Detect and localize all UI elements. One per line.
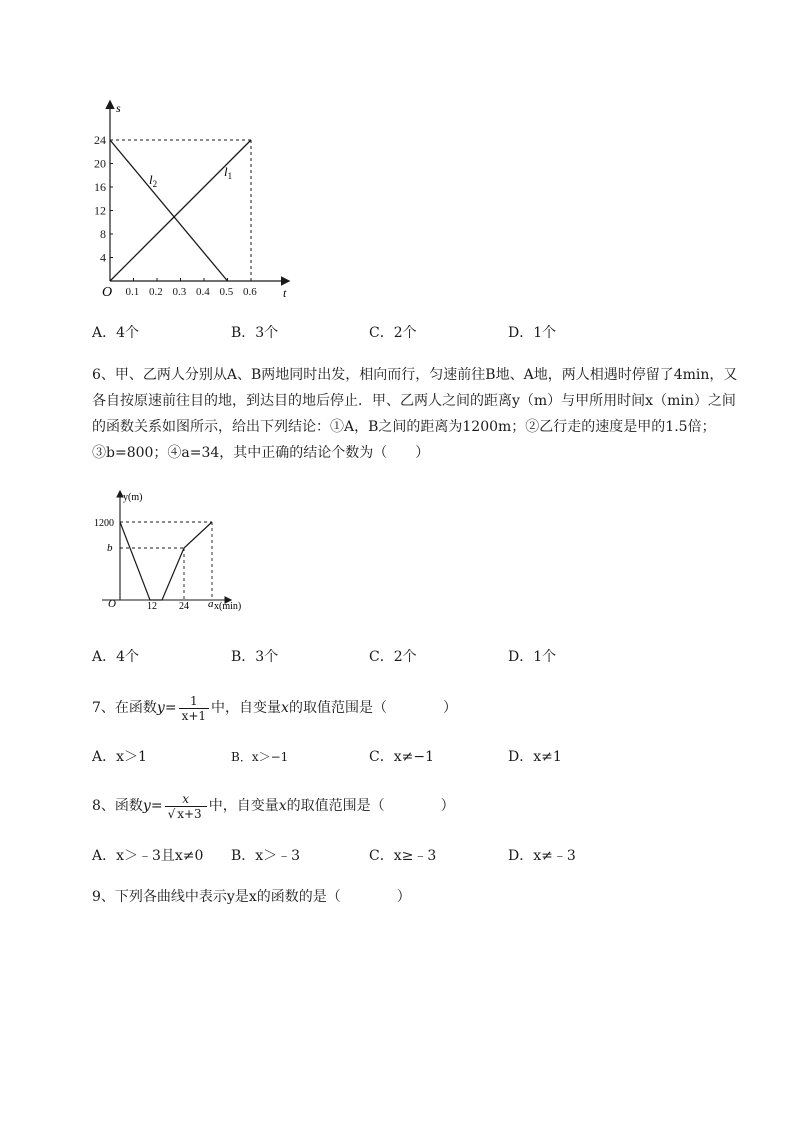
q5-option-d: D．1个 [508, 325, 557, 341]
graph2-x-tick-a: a [208, 598, 214, 610]
q7-option-b: B．x＞−1 [231, 750, 289, 764]
q8-option-b: B．x＞﹣3 [231, 848, 301, 864]
graph2-y-tick-1200: 1200 [94, 518, 114, 529]
q6-option-a: A．4个 [92, 649, 140, 665]
graph1-t-label: t [283, 286, 287, 300]
q6-option-d: D．1个 [508, 649, 557, 665]
graph-distance-time-meeting [92, 488, 252, 614]
q7-option-c: C．x≠−1 [369, 749, 434, 765]
graph1-y-tick-label: 16 [94, 180, 106, 194]
graph-distance-time-lines [92, 98, 302, 304]
graph1-y-tick-label: 12 [94, 203, 106, 218]
question-8 [92, 787, 455, 825]
graph1-x-tick-label: 0.5 [219, 286, 234, 298]
graph1-line-l2 [110, 140, 228, 281]
graph1-x-tick-label: 0.6 [243, 286, 257, 298]
graph1-l2-label: $l_2$ [149, 172, 158, 189]
q7-y: y [156, 700, 165, 716]
graph2-svg [92, 488, 252, 614]
q8-y: y [142, 798, 151, 814]
question-7 [92, 690, 457, 726]
graph2-x-tick-12: 12 [147, 601, 157, 612]
graph1-x-tick-label: 0.2 [149, 286, 163, 298]
q5-option-c: C．2个 [369, 325, 417, 341]
graph2-x-tick-24: 24 [179, 601, 189, 612]
graph1-x-tick-label: 0.3 [172, 286, 187, 298]
graph1-s-label: s [116, 101, 121, 115]
graph1-l1-label: $l_1$ [224, 164, 233, 181]
q8-numerator: x [165, 792, 207, 807]
q8-x: x [278, 798, 287, 814]
graph1-y-tick-label: 4 [100, 250, 106, 265]
graph1-y-tick-label: 24 [94, 133, 106, 147]
q7-suffix-b: 的取值范围是（ ） [288, 700, 457, 716]
question-9-text: 9、下列各曲线中表示y是x的函数的是（ ） [92, 889, 411, 905]
q5-option-b: B．3个 [231, 325, 279, 341]
q8-denominator: √ x+3 [167, 806, 202, 821]
graph1-origin: O [102, 285, 113, 300]
graph1-x-tick-label: 0.1 [125, 286, 140, 298]
q8-prefix: 8、函数 [92, 798, 143, 814]
graph2-y-axis-label: y(m) [123, 492, 143, 503]
q8-suffix-b: 的取值范围是（ ） [286, 798, 455, 814]
q8-option-c: C．x≥﹣3 [369, 848, 437, 864]
q8-fraction [165, 792, 207, 821]
graph1-svg [92, 98, 302, 304]
q7-denominator: x+1 [181, 708, 207, 723]
graph2-x-axis-label: x(min) [214, 601, 242, 612]
q7-suffix-a: 中，自变量 [211, 700, 282, 716]
q8-eq: = [150, 798, 163, 814]
graph2-distance-polyline [120, 522, 212, 600]
graph2-y-tick-b: b [107, 542, 113, 554]
graph1-y-tick-label: 8 [100, 227, 106, 241]
question-6-text: 6、甲、乙两人分别从A、B两地同时出发，相向而行，匀速前往B地、A地，两人相遇时停留了4min，又各自按原速前往目的地，到达目的地后停止．甲、乙两人之间的距离y（m）与甲所用时间x（min）之间的函数关系如图所示，给出下列结论：①A，B之间的距离为1200m；②乙行走的速度是甲的1.5倍；③b=800；④a=34，其中正确的结论个数为（ ） [92, 367, 738, 461]
q7-fraction [179, 694, 209, 723]
q7-option-a: A．x＞1 [92, 749, 147, 765]
q6-option-c: C．2个 [369, 649, 417, 665]
graph2-origin: O [108, 598, 116, 610]
graph1-y-tick-label: 20 [94, 156, 106, 171]
graph1-x-tick-label: 0.4 [196, 286, 210, 298]
graph1-line-l1 [110, 140, 251, 281]
q7-eq: = [164, 700, 177, 716]
q7-numerator: 1 [179, 694, 209, 709]
q7-x: x [281, 700, 289, 716]
q8-option-d: D．x≠﹣3 [508, 848, 576, 864]
q6-option-b: B．3个 [231, 649, 279, 665]
q5-option-a: A．4个 [92, 325, 140, 341]
q7-prefix: 7、在函数 [92, 700, 157, 716]
q8-suffix-a: 中，自变量 [208, 798, 279, 814]
q7-option-d: D．x≠1 [508, 749, 562, 765]
q8-radicand: x+3 [177, 806, 202, 821]
q8-option-a: A．x＞﹣3且x≠0 [92, 848, 204, 864]
